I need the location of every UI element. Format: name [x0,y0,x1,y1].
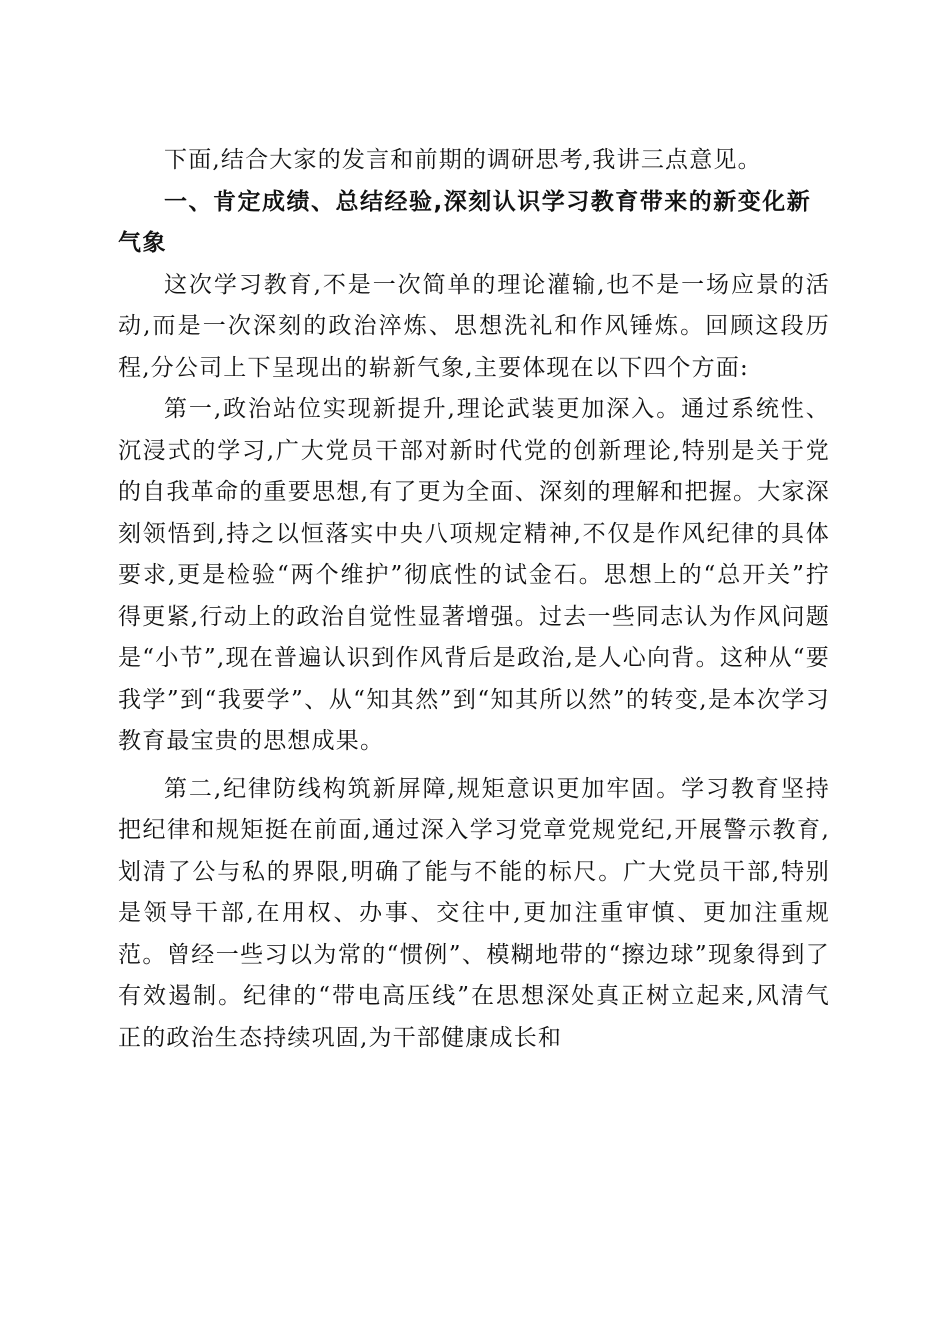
document-body [118,140,830,1059]
intro-paragraph: 下面,结合大家的发言和前期的调研思考,我讲三点意见。 [164,147,762,173]
paragraph-2: 第一,政治站位实现新提升,理论武装更加深入。通过系统性、沉浸式的学习,广大党员干部对新时代党的创新理论,特别是关于党的自我革命的重要思想,有了更为全面、深刻的理解和把握。大家深刻领悟到,持之以恒落实中央八项规定精神,不仅是作风纪律的具体要求,更是检验“两个维护”彻底性的试金石。思想上的“总开关”拧得更紧,行动上的政治自觉性显著增强。过去一些同志认为作风问题是“小节”,现在普遍认识到作风背后是政治,是人心向背。这种从“要我学”到“我要学”、从“知其然”到“知其所以然”的转变,是本次学习教育最宝贵的思想成果。 [118,396,830,754]
section-heading-1: 一、肯定成绩、总结经验,深刻认识学习教育带来的新变化新气象 [118,188,812,256]
paragraph-1: 这次学习教育,不是一次简单的理论灌输,也不是一场应景的活动,而是一次深刻的政治淬炼、思想洗礼和作风锤炼。回顾这段历程,分公司上下呈现出的崭新气象,主要体现在以下四个方面: [118,271,830,381]
paragraph-3: 第二,纪律防线构筑新屏障,规矩意识更加牢固。学习教育坚持把纪律和规矩挺在前面,通过深入学习党章党规党纪,开展警示教育,划清了公与私的界限,明确了能与不能的标尺。广大党员干部,特别是领导干部,在用权、办事、交往中,更加注重审慎、更加注重规范。曾经一些习以为常的“惯例”、模糊地带的“擦边球”现象得到了有效遏制。纪律的“带电高压线”在思想深处真正树立起来,风清气正的政治生态持续巩固,为干部健康成长和 [118,775,830,1051]
